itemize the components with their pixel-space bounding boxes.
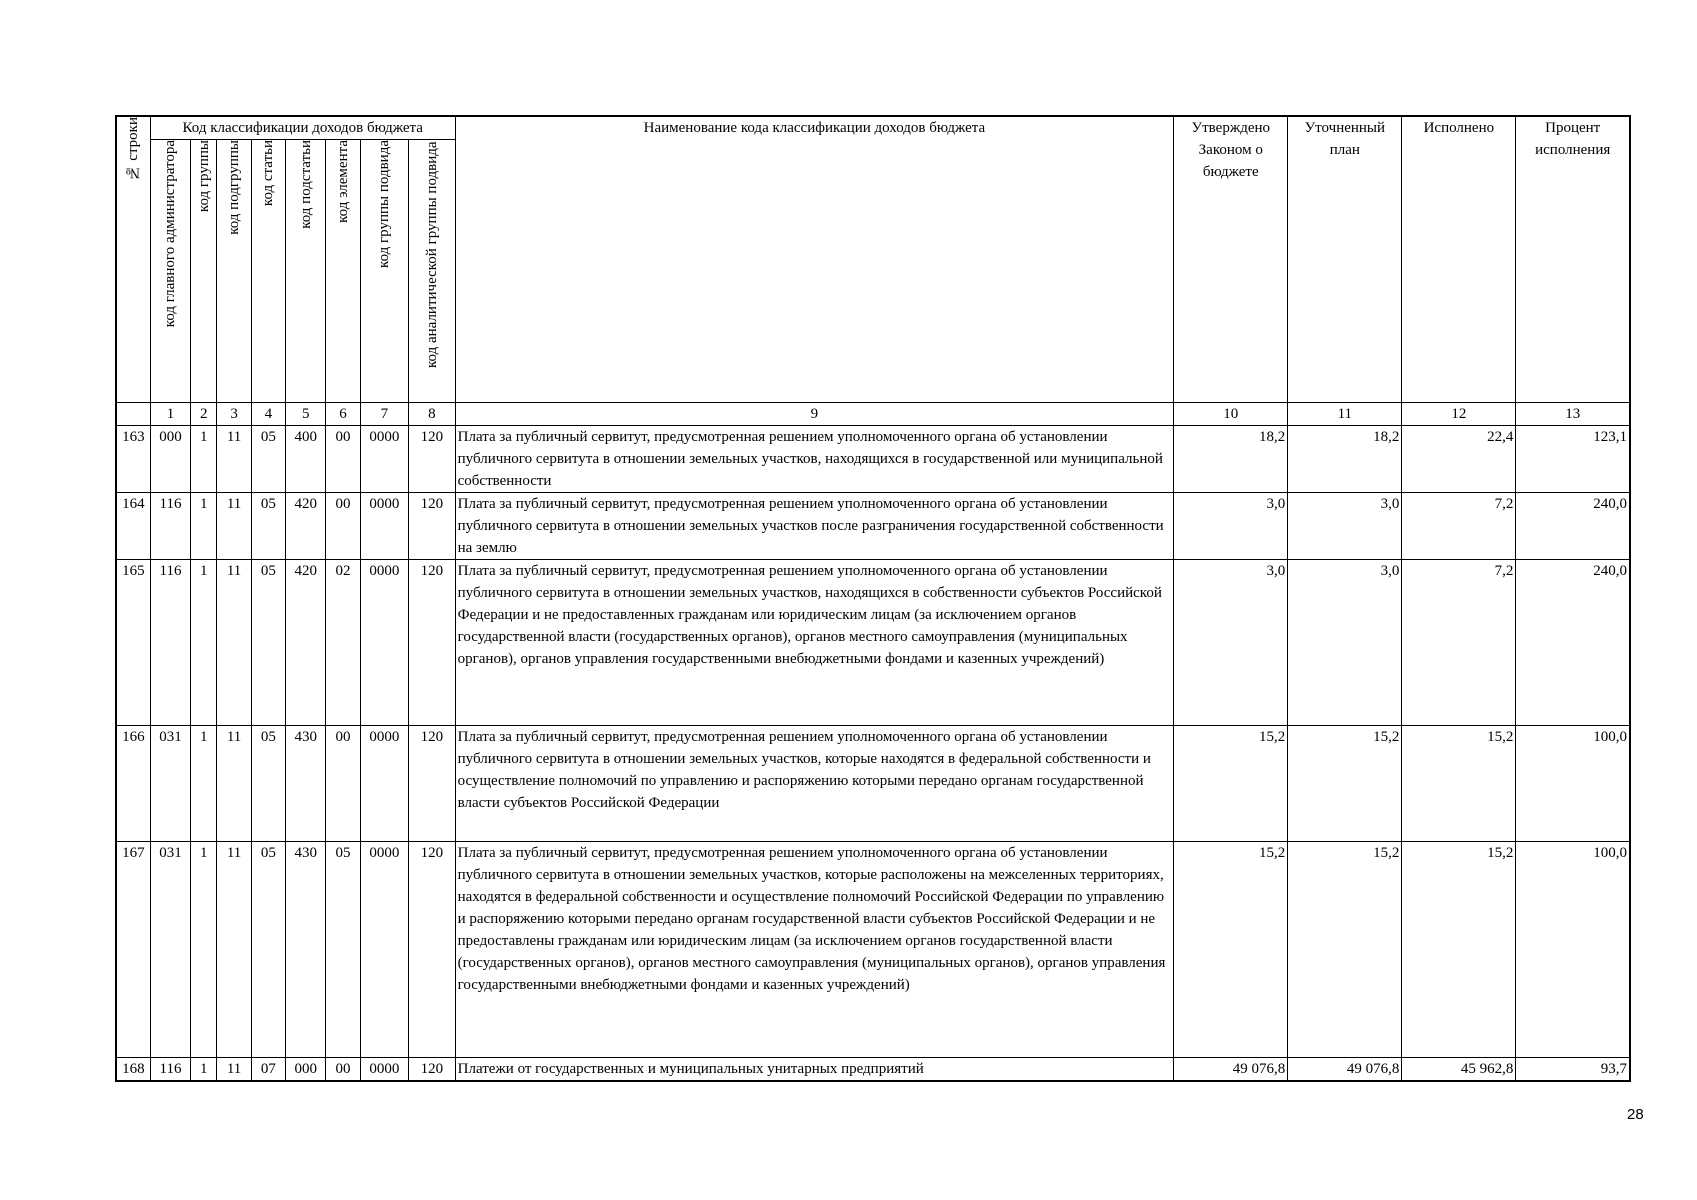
header-code-subtype-group: код группы подвида — [360, 140, 408, 403]
header-code-admin: код главного администратора — [150, 140, 190, 403]
code-admin: 116 — [150, 560, 190, 726]
code-subarticle: 430 — [286, 726, 326, 842]
code-group: 1 — [191, 493, 217, 560]
table-row — [116, 426, 1630, 493]
header-approved: Утверждено Законом о бюджете — [1174, 116, 1288, 403]
executed-amount: 7,2 — [1402, 560, 1516, 726]
approved-amount: 18,2 — [1174, 426, 1288, 493]
table-row — [116, 726, 1630, 842]
executed-amount: 22,4 — [1402, 426, 1516, 493]
approved-amount: 49 076,8 — [1174, 1058, 1288, 1082]
header-row-no: № строки — [116, 116, 150, 403]
code-subarticle: 430 — [286, 842, 326, 1058]
execution-percent: 100,0 — [1516, 726, 1630, 842]
code-subgroup: 11 — [217, 842, 251, 1058]
code-subgroup: 11 — [217, 426, 251, 493]
approved-amount: 15,2 — [1174, 726, 1288, 842]
code-group: 1 — [191, 560, 217, 726]
code-article: 07 — [251, 1058, 285, 1082]
code-subarticle: 400 — [286, 426, 326, 493]
header-code-element: код элемента — [326, 140, 360, 403]
header-code-group: Код классификации доходов бюджета — [150, 116, 455, 140]
approved-amount: 3,0 — [1174, 493, 1288, 560]
revenue-name: Плата за публичный сервитут, предусмотренная решением уполномоченного органа об установлении публичного сервитута в отношении земельных участков, которые находятся в федеральной собственности и осуществление полномочий по управлению и распоряжению которыми передано органам государственной власти субъектов Российской Федерации — [455, 726, 1174, 842]
revenue-name: Плата за публичный сервитут, предусмотренная решением уполномоченного органа об установлении публичного сервитута в отношении земельных участков, находящихся в государственной или муниципальной собственности — [455, 426, 1174, 493]
code-element: 05 — [326, 842, 360, 1058]
code-subarticle: 420 — [286, 560, 326, 726]
code-subgroup: 11 — [217, 493, 251, 560]
budget-revenue-table — [115, 115, 1631, 1082]
code-element: 00 — [326, 426, 360, 493]
code-group: 1 — [191, 426, 217, 493]
revised-amount: 3,0 — [1288, 560, 1402, 726]
code-subgroup: 11 — [217, 560, 251, 726]
code-group: 1 — [191, 1058, 217, 1082]
column-number: 2 — [191, 403, 217, 426]
approved-amount: 3,0 — [1174, 560, 1288, 726]
header-code-article: код статьи — [251, 140, 285, 403]
code-subtype-group: 0000 — [360, 1058, 408, 1082]
column-number: 9 — [455, 403, 1174, 426]
code-admin: 031 — [150, 842, 190, 1058]
column-number: 6 — [326, 403, 360, 426]
executed-amount: 15,2 — [1402, 726, 1516, 842]
code-article: 05 — [251, 726, 285, 842]
header-code-group-col: код группы — [191, 140, 217, 403]
column-number — [116, 403, 150, 426]
table-row — [116, 560, 1630, 726]
code-element: 02 — [326, 560, 360, 726]
header-code-subgroup: код подгруппы — [217, 140, 251, 403]
revenue-name: Платежи от государственных и муниципальных унитарных предприятий — [455, 1058, 1174, 1082]
header-code-subarticle: код подстатьи — [286, 140, 326, 403]
code-admin: 000 — [150, 426, 190, 493]
code-subtype-group: 0000 — [360, 493, 408, 560]
header-name: Наименование кода классификации доходов бюджета — [455, 116, 1174, 403]
code-article: 05 — [251, 842, 285, 1058]
code-subtype-group: 0000 — [360, 726, 408, 842]
code-subtype-group: 0000 — [360, 842, 408, 1058]
row-number: 166 — [116, 726, 150, 842]
code-article: 05 — [251, 426, 285, 493]
column-number: 11 — [1288, 403, 1402, 426]
header-executed: Исполнено — [1402, 116, 1516, 403]
code-analytic: 120 — [409, 560, 455, 726]
revenue-name: Плата за публичный сервитут, предусмотренная решением уполномоченного органа об установлении публичного сервитута в отношении земельных участков, находящихся в собственности субъектов Российской Федерации и не предоставленных гражданам или юридическим лицам (за исключением органов государственной власти (государственных органов), органов местного самоуправления (муниципальных органов), органов управления государственными внебюджетными фондами и казенных учреждений) — [455, 560, 1174, 726]
execution-percent: 240,0 — [1516, 493, 1630, 560]
row-number: 164 — [116, 493, 150, 560]
executed-amount: 15,2 — [1402, 842, 1516, 1058]
header-percent: Процент исполнения — [1516, 116, 1630, 403]
code-subgroup: 11 — [217, 1058, 251, 1082]
revenue-name: Плата за публичный сервитут, предусмотренная решением уполномоченного органа об установлении публичного сервитута в отношении земельных участков, которые расположены на межселенных территориях, находятся в федеральной собственности и осуществление полномочий Российской Федерации по управлению и распоряжению которыми передано органам государственной власти субъектов Российской Федерации и не предоставлены гражданам или юридическим лицам (за исключением органов государственной власти (государственных органов), органов местного самоуправления (муниципальных органов), органов управления государственными внебюджетными фондами и казенных учреждений) — [455, 842, 1174, 1058]
column-number: 13 — [1516, 403, 1630, 426]
column-numbers-row — [116, 403, 1630, 426]
executed-amount: 7,2 — [1402, 493, 1516, 560]
revised-amount: 49 076,8 — [1288, 1058, 1402, 1082]
code-admin: 116 — [150, 493, 190, 560]
execution-percent: 240,0 — [1516, 560, 1630, 726]
column-number: 5 — [286, 403, 326, 426]
header-code-analytic: код аналитической группы подвида — [409, 140, 455, 403]
column-number: 4 — [251, 403, 285, 426]
column-number: 12 — [1402, 403, 1516, 426]
table-row — [116, 493, 1630, 560]
page-number: 28 — [1627, 1106, 1644, 1123]
code-admin: 031 — [150, 726, 190, 842]
revised-amount: 18,2 — [1288, 426, 1402, 493]
row-number: 168 — [116, 1058, 150, 1082]
code-admin: 116 — [150, 1058, 190, 1082]
code-subarticle: 420 — [286, 493, 326, 560]
header-row-group — [116, 116, 1630, 140]
row-number: 165 — [116, 560, 150, 726]
row-number: 163 — [116, 426, 150, 493]
column-number: 1 — [150, 403, 190, 426]
approved-amount: 15,2 — [1174, 842, 1288, 1058]
revised-amount: 3,0 — [1288, 493, 1402, 560]
execution-percent: 93,7 — [1516, 1058, 1630, 1082]
executed-amount: 45 962,8 — [1402, 1058, 1516, 1082]
revised-amount: 15,2 — [1288, 842, 1402, 1058]
code-group: 1 — [191, 726, 217, 842]
revenue-name: Плата за публичный сервитут, предусмотренная решением уполномоченного органа об установлении публичного сервитута в отношении земельных участков после разграничения государственной собственности на землю — [455, 493, 1174, 560]
code-group: 1 — [191, 842, 217, 1058]
code-subarticle: 000 — [286, 1058, 326, 1082]
code-analytic: 120 — [409, 726, 455, 842]
header-revised: Уточненный план — [1288, 116, 1402, 403]
code-subtype-group: 0000 — [360, 560, 408, 726]
execution-percent: 123,1 — [1516, 426, 1630, 493]
code-subgroup: 11 — [217, 726, 251, 842]
column-number: 7 — [360, 403, 408, 426]
row-number: 167 — [116, 842, 150, 1058]
code-element: 00 — [326, 1058, 360, 1082]
table-row — [116, 1058, 1630, 1082]
column-number: 10 — [1174, 403, 1288, 426]
code-element: 00 — [326, 493, 360, 560]
revised-amount: 15,2 — [1288, 726, 1402, 842]
column-number: 3 — [217, 403, 251, 426]
code-analytic: 120 — [409, 842, 455, 1058]
code-analytic: 120 — [409, 426, 455, 493]
code-analytic: 120 — [409, 493, 455, 560]
code-element: 00 — [326, 726, 360, 842]
code-subtype-group: 0000 — [360, 426, 408, 493]
code-article: 05 — [251, 560, 285, 726]
table-row — [116, 842, 1630, 1058]
code-article: 05 — [251, 493, 285, 560]
code-analytic: 120 — [409, 1058, 455, 1082]
execution-percent: 100,0 — [1516, 842, 1630, 1058]
column-number: 8 — [409, 403, 455, 426]
